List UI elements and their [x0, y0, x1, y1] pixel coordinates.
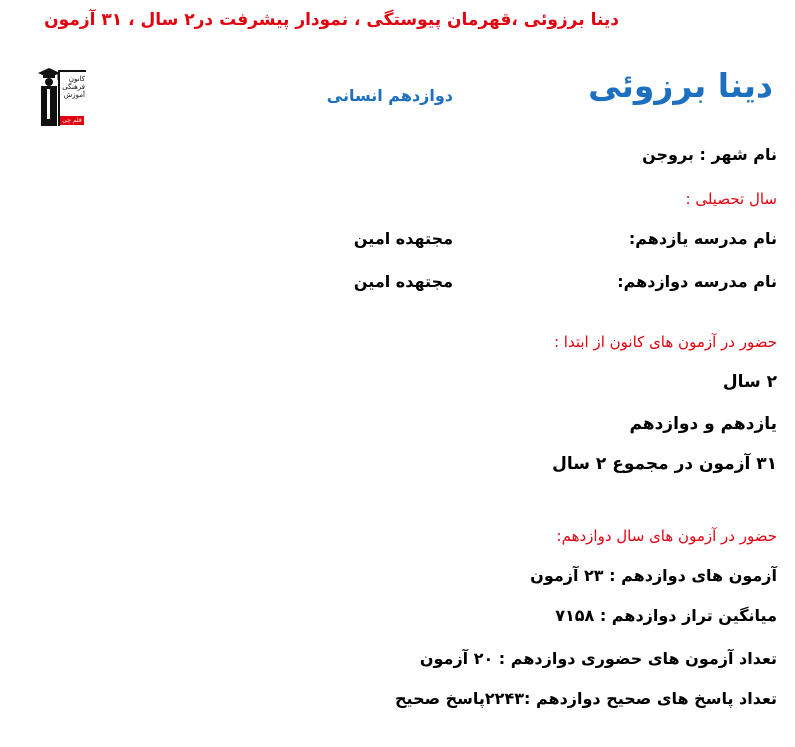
- grade12-in-person: تعداد آزمون های حضوری دوازدهم : ۲۰ آزمون: [419, 649, 777, 668]
- school-12-label: نام مدرسه دوازدهم:: [617, 272, 777, 291]
- school-12-value: مجتهده امین: [353, 272, 453, 291]
- grade12-correct-answers: تعداد پاسخ های صحیح دوازدهم :۲۲۴۳پاسخ صحیح: [395, 689, 777, 708]
- student-name: دینا برزوئی: [588, 66, 773, 105]
- grade12-exams: آزمون های دوازدهم : ۲۳ آزمون: [530, 566, 777, 585]
- logo-badge: قلم چی: [60, 116, 84, 125]
- academic-year-label: سال تحصیلی :: [685, 190, 777, 208]
- grade12-average: میانگین تراز دوازدهم : ۷۱۵۸: [555, 606, 777, 625]
- city-line: نام شهر : بروجن: [642, 145, 777, 164]
- attendance-years: ۲ سال: [722, 372, 777, 392]
- student-grade: دوازدهم انسانی: [326, 86, 453, 105]
- attendance-total: ۳۱ آزمون در مجموع ۲ سال: [552, 454, 777, 474]
- attendance-all-heading: حضور در آزمون های کانون از ابتدا :: [553, 333, 777, 351]
- page-title: دینا برزوئی ،قهرمان پیوستگی ، نمودار پیشرفت در۲ سال ، ۳۱ آزمون: [44, 10, 619, 30]
- attendance-grades: یازدهم و دوازدهم: [629, 414, 777, 434]
- school-11-label: نام مدرسه یازدهم:: [628, 229, 777, 248]
- attendance-12-heading: حضور در آزمون های سال دوازدهم:: [556, 527, 777, 545]
- school-11-value: مجتهده امین: [353, 229, 453, 248]
- logo-text: کانون فرهنگی آموزش: [62, 75, 85, 99]
